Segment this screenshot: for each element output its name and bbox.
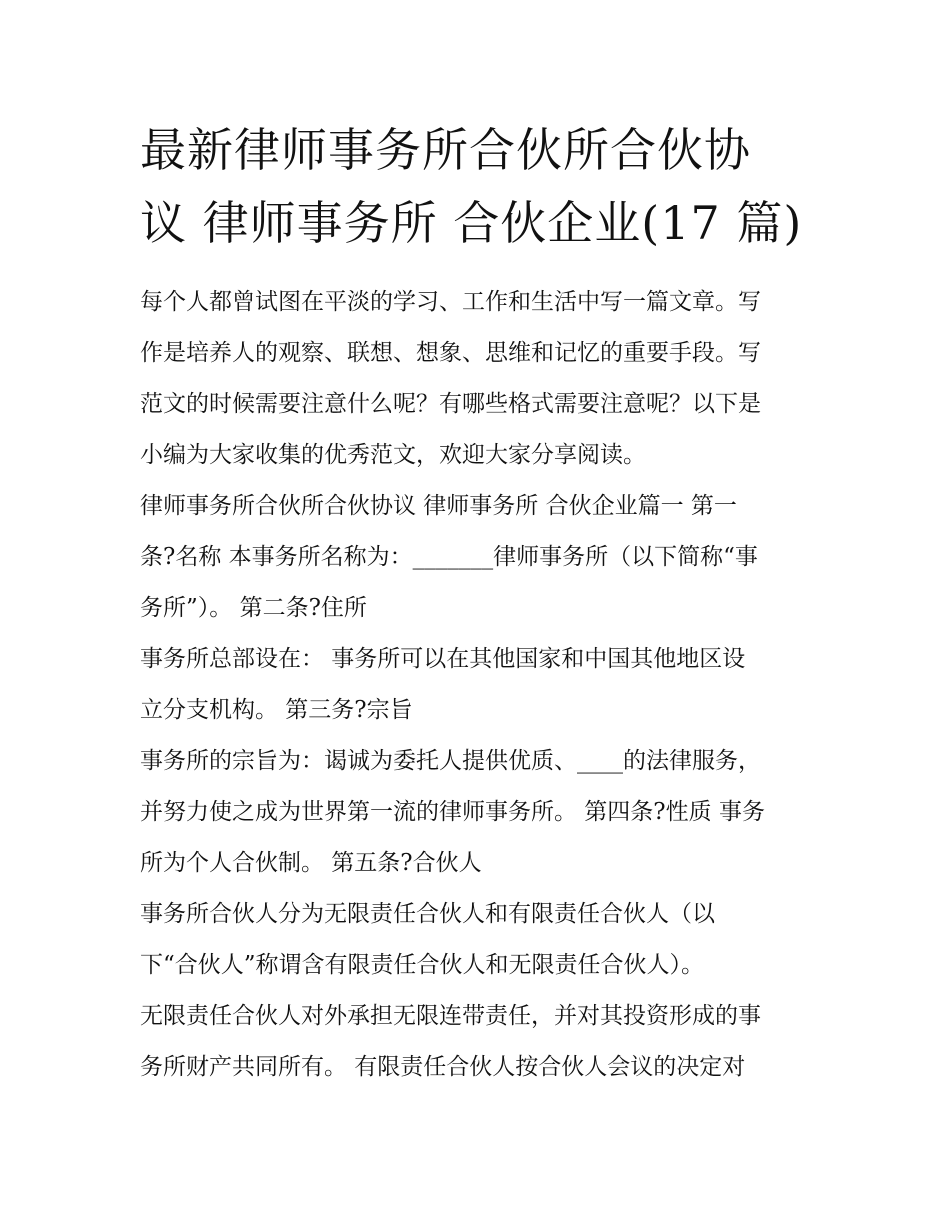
paragraph-liability: 无限责任合伙人对外承担无限连带责任，并对其投资形成的事 务所财产共同所有。 有限责任合伙人按合伙人会议的决定对 <box>140 1003 761 1080</box>
document-title <box>140 114 830 260</box>
paragraph-headquarters: 事务所总部设在： 事务所可以在其他国家和中国其他地区设 立分支机构。 第三务?宗旨 <box>140 646 746 723</box>
paragraph-article-1-2: 律师事务所合伙所合伙协议 律师事务所 合伙企业篇一 第一 条?名称 本事务所名称为：_______律师事务所（以下简称“事 务所”）。 第二条?住所 <box>140 493 758 621</box>
title-line-2: 议 律师事务所 合伙企业(17 篇) <box>140 196 803 250</box>
paragraph-intro: 每个人都曾试图在平淡的学习、工作和生活中写一篇文章。写 作是培养人的观察、联想、想象、思维和记忆的重要手段。写 范文的时候需要注意什么呢？有哪些格式需要注意呢？以下是 小编为大家收集的优秀范文，欢迎大家分享阅读。 <box>140 289 761 468</box>
paragraph-partners: 事务所合伙人分为无限责任合伙人和有限责任合伙人（以 下“合伙人”称谓含有限责任合伙人和无限责任合伙人）。 <box>140 901 715 978</box>
title-line-1: 最新律师事务所合伙所合伙协 <box>140 123 751 177</box>
document-body <box>140 277 830 1093</box>
paragraph-purpose: 事务所的宗旨为：谒诚为委托人提供优质、____的法律服务， 并努力使之成为世界第一流的律师事务所。 第四条?性质 事务 所为个人合伙制。 第五条?合伙人 <box>140 748 765 876</box>
